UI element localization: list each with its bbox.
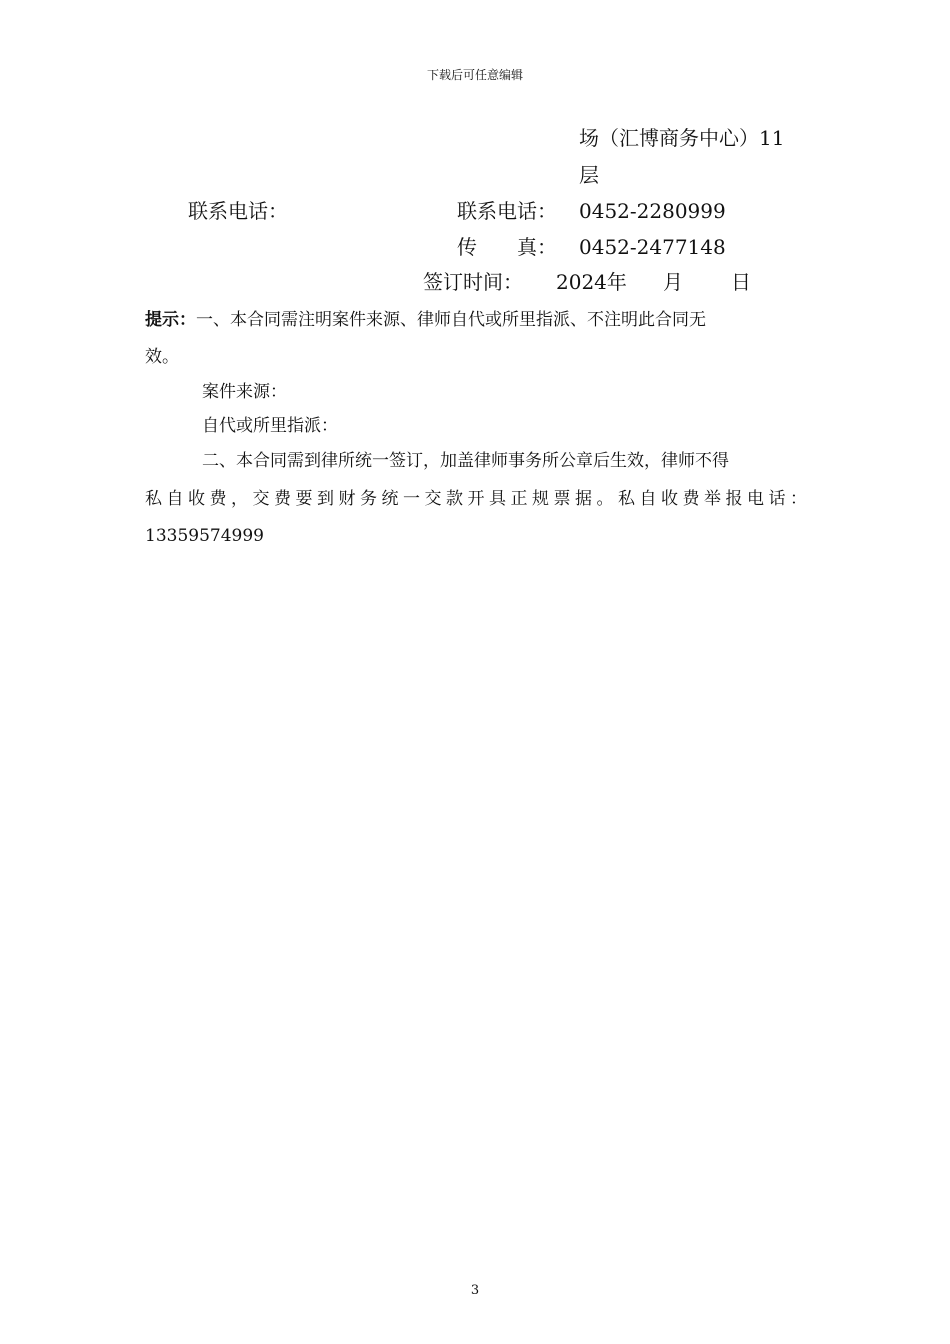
- notice-item-2-line-1: 二、本合同需到律所统一签订，加盖律师事务所公章后生效，律师不得: [202, 451, 729, 471]
- notice-item-1-line-1: 一、本合同需注明案件来源、律师自代或所里指派、不注明此合同无: [196, 310, 706, 330]
- fax-label: 传 真：: [457, 235, 557, 259]
- page-header: 下载后可任意编辑: [426, 68, 523, 82]
- case-source-label: 案件来源：: [202, 382, 287, 402]
- notice-title: 提示：: [145, 310, 196, 330]
- signing-month: 月: [663, 270, 683, 294]
- notice-item-1-line-2: 效。: [145, 347, 179, 367]
- notice-item-2-line-2: 私自收费，交费要到财务统一交款开具正规票据。私自收费举报电话：: [145, 489, 807, 509]
- report-phone-number: 13359574999: [145, 526, 264, 546]
- signing-date-label: 签订时间：: [423, 270, 523, 294]
- notice-item-1: [145, 302, 807, 339]
- address-line-2: 层: [579, 163, 599, 187]
- right-phone-value: 0452-2280999: [579, 199, 726, 223]
- right-phone-label: 联系电话：: [457, 199, 557, 223]
- fax-value: 0452-2477148: [579, 235, 726, 259]
- assign-label: 自代或所里指派：: [202, 416, 338, 436]
- signing-year: 2024年: [556, 270, 627, 294]
- page-number: 3: [470, 1283, 480, 1298]
- signing-day: 日: [731, 270, 751, 294]
- address-line-1: 场（汇博商务中心）11: [579, 126, 785, 150]
- left-phone-label: 联系电话：: [188, 199, 288, 223]
